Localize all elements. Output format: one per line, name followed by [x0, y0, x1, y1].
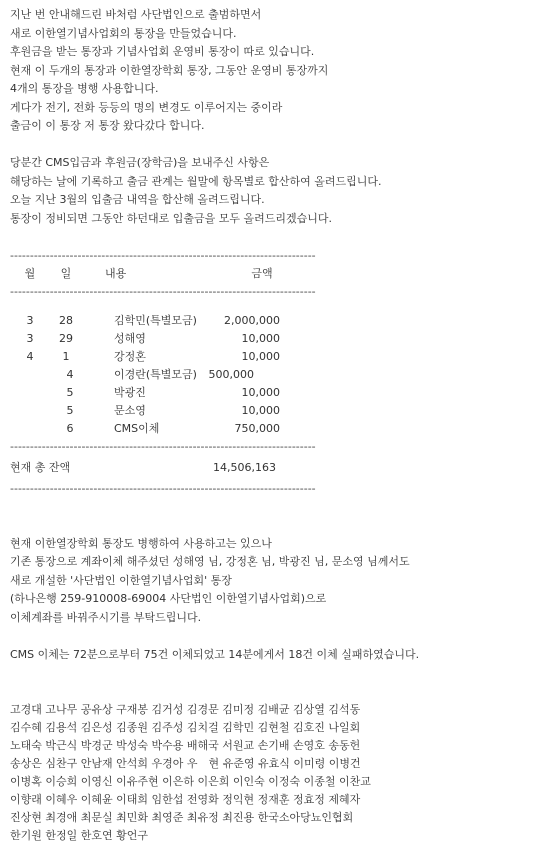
table-row — [10, 312, 530, 330]
plan-paragraph — [10, 154, 530, 228]
row-amount: 500,000 — [208, 367, 254, 381]
total-value: 14,506,163 — [213, 460, 276, 474]
row-desc: 박광진 — [114, 385, 146, 399]
spacer — [10, 627, 530, 646]
row-amount: 10,000 — [241, 403, 280, 417]
table-row — [10, 348, 530, 366]
row-month: 4 — [26, 349, 34, 363]
table-row — [10, 420, 530, 438]
dashed-divider: ----------------------------------------------------------------------------- — [10, 284, 316, 298]
donor-names-line: 고경대 고나무 공유상 구재봉 김거성 김경문 김미정 김배균 김상열 김석동 — [10, 703, 361, 716]
donor-names-line: 진상현 최경애 최문실 최민화 최영준 최유정 최진용 한국소아당뇨인협회 — [10, 811, 354, 824]
ledger-table — [10, 247, 530, 498]
ledger-header-row — [10, 265, 530, 283]
row-day: 5 — [66, 385, 74, 399]
total-label: 현재 총 잔액 — [10, 460, 71, 474]
row-day: 1 — [62, 349, 70, 363]
notice-paragraph — [10, 6, 530, 136]
spacer — [10, 664, 530, 683]
row-day: 29 — [59, 331, 73, 345]
row-day: 4 — [66, 367, 74, 381]
row-day: 28 — [59, 313, 73, 327]
header-day: 일 — [60, 266, 72, 280]
table-row — [10, 384, 530, 402]
header-amount: 금액 — [251, 266, 273, 280]
row-day: 6 — [66, 421, 74, 435]
request-line: 기존 통장으로 계좌이체 해주셨던 성해영 님, 강정혼 님, 박광진 님, 문소영 님께서도 — [10, 555, 410, 568]
donor-names-line: 한기원 한정일 한호연 황언구 — [10, 829, 149, 842]
request-line: 이체계좌를 바꿔주시기를 부탁드립니다. — [10, 610, 202, 624]
dashed-divider: ----------------------------------------------------------------------------- — [10, 248, 316, 262]
notice-line: 게다가 전기, 전화 등등의 명의 변경도 이루어지는 중이라 — [10, 100, 283, 114]
row-amount: 10,000 — [241, 349, 280, 363]
notice-line: 4개의 통장을 병행 사용합니다. — [10, 82, 159, 95]
request-line: 현재 이한열장학회 통장도 병행하여 사용하고는 있으나 — [10, 536, 272, 550]
spacer — [10, 516, 530, 535]
donor-names-line: 이향래 이혜우 이혜윤 이태희 임한섭 전영화 정익현 정재훈 정효정 제혜자 — [10, 793, 361, 806]
notice-line: 지난 번 안내해드린 바처럼 사단법인으로 출범하면서 — [10, 8, 262, 21]
row-desc: 김학민(특별모금) — [114, 313, 197, 327]
row-day: 5 — [66, 403, 74, 417]
notice-line: 후원금을 받는 통장과 기념사업회 운영비 통장이 따로 있습니다. — [10, 45, 315, 58]
spacer — [10, 136, 530, 155]
plan-line: 통장이 정비되면 그동안 하던대로 입출금을 모두 올려드리겠습니다. — [10, 211, 333, 225]
notice-line: 출금이 이 통장 저 통장 왔다갔다 합니다. — [10, 119, 205, 132]
plan-line: 오늘 지난 3월의 입출금 내역을 합산해 올려드립니다. — [10, 193, 265, 206]
table-row — [10, 402, 530, 420]
donor-names-line: 김수혜 김용석 김은성 김종원 김주성 김치걸 김학민 김현철 김호진 나일회 — [10, 721, 361, 734]
request-line: (하나은행 259-910008-69004 사단법인 이한열기념사업회)으로 — [10, 592, 327, 605]
row-desc: 문소영 — [114, 403, 146, 417]
header-desc: 내용 — [105, 266, 127, 280]
row-desc: 성해영 — [114, 331, 146, 345]
document-body — [10, 6, 530, 845]
total-balance-row — [10, 459, 530, 477]
row-amount: 750,000 — [234, 421, 280, 435]
row-desc: 강정혼 — [114, 349, 146, 363]
spacer — [10, 228, 530, 247]
dashed-divider: ----------------------------------------------------------------------------- — [10, 481, 316, 495]
donor-names-line: 노태숙 박근식 박경군 박성숙 박수용 배해국 서원교 손기배 손영호 송동헌 — [10, 739, 361, 752]
cms-transfer-note: CMS 이체는 72분으로부터 75건 이체되었고 14분에게서 18건 이체 실패하였습니다. — [10, 647, 420, 661]
notice-line: 새로 이한열기념사업회의 통장을 만들었습니다. — [10, 26, 237, 40]
table-row — [10, 366, 530, 384]
table-row — [10, 330, 530, 348]
request-paragraph — [10, 535, 530, 628]
row-month: 3 — [26, 331, 34, 345]
row-amount: 2,000,000 — [224, 313, 280, 327]
plan-line: 당분간 CMS입금과 후원금(장학금)을 보내주신 사항은 — [10, 156, 270, 169]
row-month: 3 — [26, 313, 34, 327]
spacer — [10, 683, 530, 702]
notice-line: 현재 이 두개의 통장과 이한열장학회 통장, 그동안 운영비 통장까지 — [10, 63, 329, 77]
dashed-divider: ----------------------------------------------------------------------------- — [10, 439, 316, 453]
plan-line: 해당하는 날에 기록하고 출금 관계는 월말에 항목별로 합산하여 올려드립니다. — [10, 174, 382, 188]
header-month: 월 — [24, 266, 36, 280]
donor-names-line: 송상은 심찬구 안남재 안석희 우경아 우 현 유준영 유효식 이미령 이병건 — [10, 757, 361, 770]
spacer — [10, 301, 530, 312]
row-desc: CMS이체 — [114, 421, 160, 435]
row-amount: 10,000 — [241, 331, 280, 345]
donor-names-list — [10, 701, 530, 845]
donor-names-line: 이병혹 이승희 이영신 이유주현 이은하 이은희 이인숙 이정숙 이종철 이찬교 — [10, 775, 371, 788]
request-line: 새로 개설한 '사단법인 이한열기념사업회' 통장 — [10, 573, 232, 587]
spacer — [10, 498, 530, 517]
row-desc: 이경란(특별모금) — [114, 367, 197, 381]
row-amount: 10,000 — [241, 385, 280, 399]
